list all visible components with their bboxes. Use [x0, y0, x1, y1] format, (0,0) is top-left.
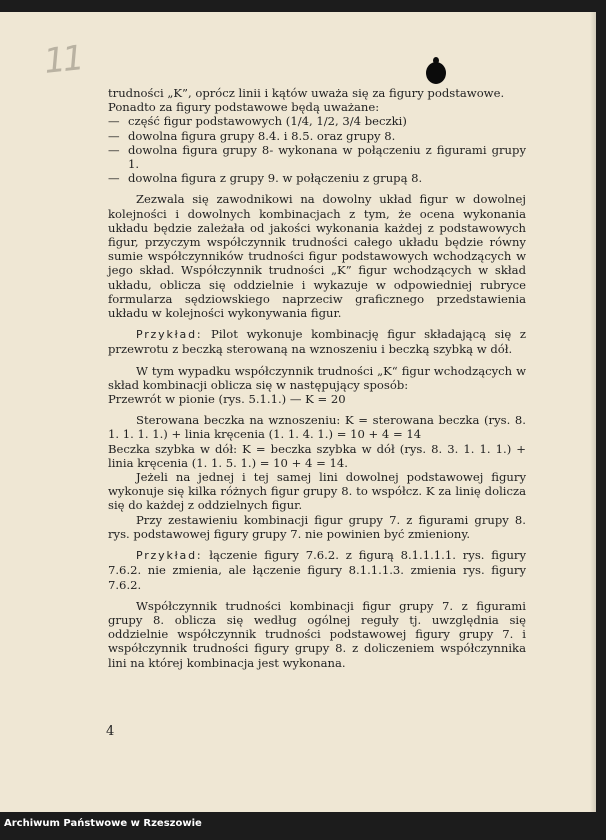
document-page	[0, 12, 596, 812]
list-item-text: część figur podstawowych (1/4, 1/2, 3/4 beczki)	[128, 114, 407, 129]
document-body	[108, 86, 526, 670]
list-dash: —	[108, 114, 120, 129]
example-text: łączenie figury 7.6.2. z figurą 8.1.1.1.1. rys. figury 7.6.2. nie zmienia, ale łączenie figury 8.1.1.1.3. zmienia rys. figury 7.6.2.	[108, 548, 526, 592]
example-2	[108, 548, 526, 592]
paragraph-6: Przy zestawieniu kombinacji figur grupy 7. z figurami grupy 8. rys. podstawowej figury grupy 7. nie powinien być zmieniony.	[108, 512, 526, 541]
list-item	[108, 129, 526, 143]
paragraph-3: W tym wypadku współczynnik trudności „K“ figur wchodzących w skład kombinacji oblicza się w następujący sposób:	[108, 363, 526, 392]
list-item-text: dowolna figura grupy 8.4. i 8.5. oraz grupy 8.	[128, 128, 396, 143]
list-dash: —	[108, 171, 120, 186]
paragraph-4: Sterowana beczka na wznoszeniu: K = sterowana beczka (rys. 8. 1. 1. 1. 1.) + linia kręcenia (1. 1. 4. 1.) = 10 + 4 = 14	[108, 413, 526, 442]
example-label: Przykład:	[136, 328, 203, 342]
paragraph-4b: Beczka szybka w dół: K = beczka szybka w dół (rys. 8. 3. 1. 1. 1.) + linia kręcenia (1. 1. 5. 1.) = 10 + 4 = 14.	[108, 441, 526, 470]
list-item-text: dowolna figura z grupy 9. w połączeniu z grupą 8.	[128, 171, 423, 186]
paragraph-3-line: Przewrót w pionie (rys. 5.1.1.) — K = 20	[108, 392, 346, 407]
list-item	[108, 171, 526, 185]
list-item	[108, 114, 526, 128]
list-dash: —	[108, 128, 120, 143]
ink-blot	[426, 62, 446, 84]
example-text: Pilot wykonuje kombinację figur składającą się z przewrotu z beczką sterowaną na wznoszeniu i beczką szybką w dół.	[108, 327, 526, 357]
list-dash: —	[108, 142, 120, 157]
paragraph-5: Jeżeli na jednej i tej samej lini dowolnej podstawowej figury wykonuje się kilka różnych figur grupy 8. to współcz. K za linię dolicza się do każdej z oddzielnych figur.	[108, 470, 526, 513]
list-item-text: dowolna figura grupy 8- wykonana w połączeniu z figurami grupy 1.	[128, 142, 526, 172]
archive-footer: Archiwum Państwowe w Rzeszowie	[4, 818, 202, 829]
example-1	[108, 327, 526, 356]
page-number: 4	[106, 724, 115, 739]
paragraph-1-line-1: trudności „K”, oprócz linii i kątów uważa się za figury podstawowe.	[108, 86, 505, 100]
paragraph-2: Zezwala się zawodnikowi na dowolny układ figur w dowolnej kolejności i dowolnych kombinacjach z tym, że ocena wykonania układu będzie zależała od jakości wykonania każdej z podstawowych figur, przyczym współczynnik trudności całego układu będzie równy sumie współczynników trudności figur podstawowych wchodzących w jego skład. Współczynnik trudności „K” figur wchodzących w skład układu, oblicza się oddzielnie i wykazuje w odpowiedniej rubryce formularza sędziowskiego naprzeciw graficznego przedstawienia układu w kolejności wykonywania figur.	[108, 192, 526, 321]
list-item	[108, 143, 526, 171]
example-label: Przykład:	[136, 549, 203, 563]
handwritten-page-mark: 11	[42, 38, 84, 82]
paragraph-1-line-2: Ponadto za figury podstawowe będą uważane:	[108, 100, 380, 115]
paragraph-7: Współczynnik trudności kombinacji figur grupy 7. z figurami grupy 8. oblicza się według ogólnej reguły tj. uwzględnia się oddzielnie współczynnik trudności podstawowej figury grupy 7. i współczynnik trudności figury grupy 8. z doliczeniem współczynnika lini na której kombinacja jest wykonana.	[108, 598, 526, 670]
